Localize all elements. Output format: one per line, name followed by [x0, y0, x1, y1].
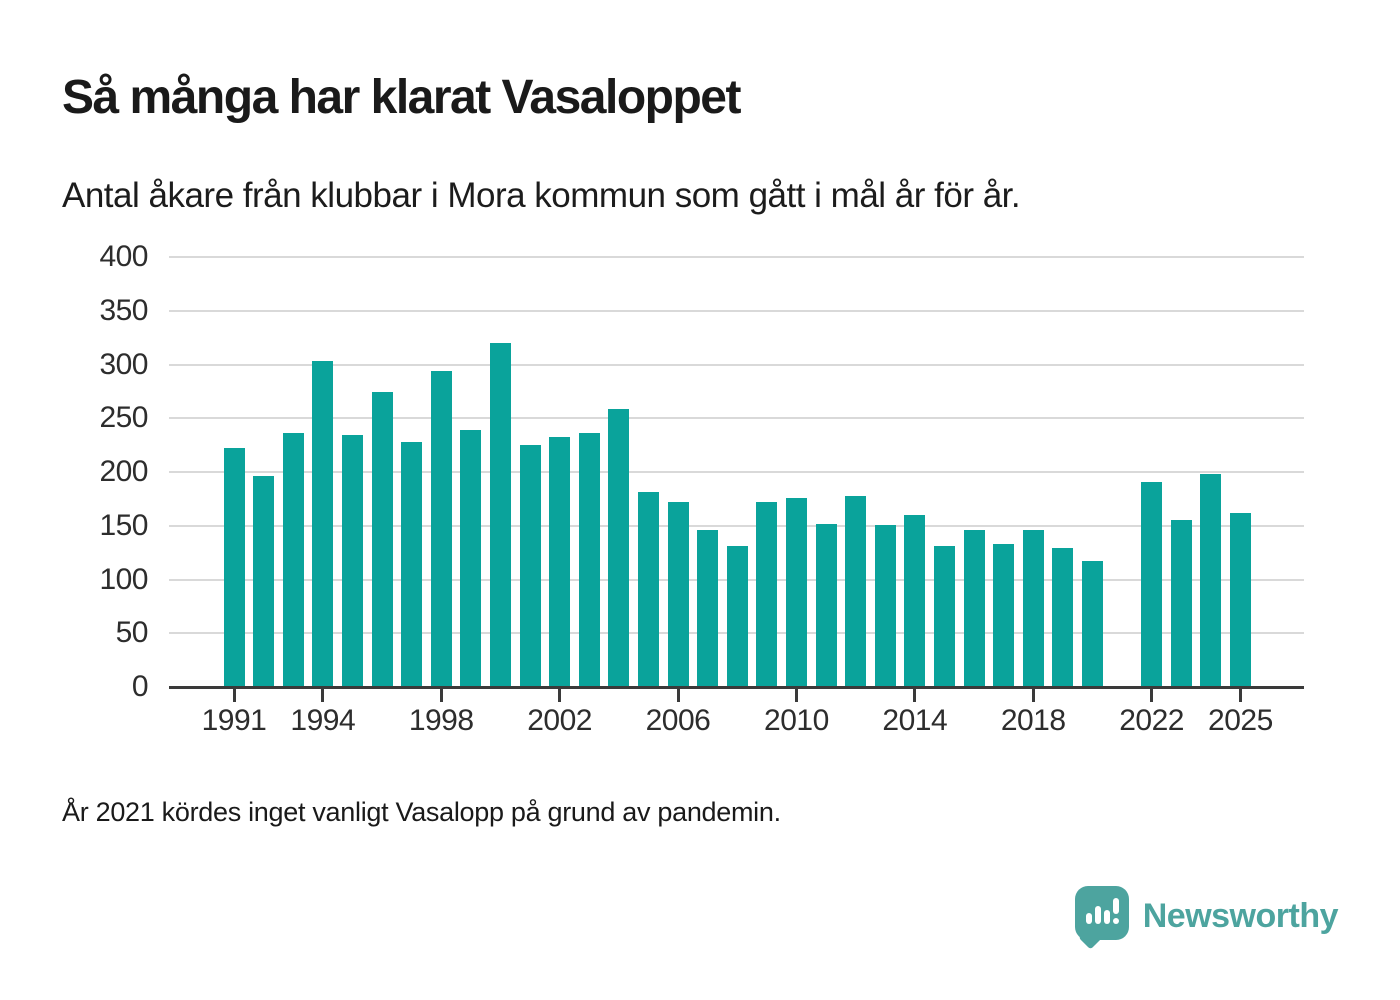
bar-2004: [608, 409, 629, 687]
x-axis-tick-1994: [321, 689, 324, 702]
y-axis-label-400: 400: [99, 240, 148, 273]
x-axis-label-2022: 2022: [1119, 704, 1184, 737]
logo-bar-2: [1095, 906, 1101, 924]
bar-1991: [224, 448, 245, 687]
y-axis-label-50: 50: [115, 616, 148, 650]
bar-2006: [668, 502, 689, 687]
bar-2005: [638, 492, 659, 687]
logo-exclamation-dot: [1113, 918, 1119, 924]
bar-2015: [934, 546, 955, 687]
newsworthy-chart-bubble-icon: [1075, 886, 1129, 946]
bar-2000: [490, 343, 511, 687]
x-axis-tick-2018: [1032, 689, 1035, 702]
y-axis-label-150: 150: [99, 508, 148, 542]
x-axis-tick-2022: [1150, 689, 1153, 702]
y-gridline-200: [169, 471, 1304, 473]
x-axis-label-2002: 2002: [527, 704, 592, 737]
bar-2023: [1171, 520, 1192, 687]
y-axis-label-300: 300: [99, 347, 148, 381]
x-axis-label-2014: 2014: [882, 704, 948, 737]
bar-1992: [253, 476, 274, 687]
logo-bar-3: [1104, 910, 1110, 924]
bar-1996: [372, 392, 393, 687]
chart-footnote: År 2021 kördes inget vanligt Vasalopp på grund av pandemin.: [62, 797, 781, 827]
bar-2025: [1230, 513, 1251, 687]
x-axis-label-1994: 1994: [290, 704, 356, 737]
x-axis-label-2010: 2010: [764, 704, 829, 737]
bar-2003: [579, 433, 600, 687]
x-axis-line: [169, 686, 1304, 689]
bar-1998: [431, 371, 452, 687]
x-axis-label-1991: 1991: [201, 704, 267, 737]
bar-2022: [1141, 482, 1162, 687]
chart-title: Så många har klarat Vasaloppet: [62, 71, 740, 124]
bar-1995: [342, 435, 363, 687]
y-gridline-250: [169, 417, 1304, 419]
newsworthy-wordmark: Newsworthy: [1142, 896, 1338, 935]
y-axis-label-200: 200: [99, 455, 148, 488]
x-axis-label-2025: 2025: [1208, 704, 1273, 737]
bar-2019: [1052, 548, 1073, 687]
y-axis-label-350: 350: [99, 293, 148, 327]
x-axis-tick-2010: [795, 689, 798, 702]
bar-2017: [993, 544, 1014, 687]
y-gridline-350: [169, 310, 1304, 312]
x-axis-tick-1991: [233, 689, 236, 702]
bar-1999: [460, 430, 481, 687]
y-axis-label-250: 250: [99, 401, 148, 435]
x-axis-tick-2002: [558, 689, 561, 702]
logo-bar-1: [1086, 913, 1092, 924]
bar-2018: [1023, 530, 1044, 687]
bar-2007: [697, 530, 718, 687]
logo-exclamation-stem: [1113, 898, 1119, 914]
x-axis-tick-1998: [440, 689, 443, 702]
bar-2009: [756, 502, 777, 687]
bar-2016: [964, 530, 985, 687]
y-axis-label-100: 100: [99, 562, 148, 596]
bar-2024: [1200, 474, 1221, 687]
bar-1994: [312, 361, 333, 687]
bar-2001: [520, 445, 541, 687]
x-axis-tick-2006: [677, 689, 680, 702]
bar-2010: [786, 498, 807, 687]
bar-2013: [875, 525, 896, 687]
y-axis-label-0: 0: [131, 670, 148, 703]
x-axis-tick-2014: [913, 689, 916, 702]
x-axis-tick-2025: [1239, 689, 1242, 702]
bar-2014: [904, 515, 925, 687]
bar-2020: [1082, 561, 1103, 687]
bar-1997: [401, 442, 422, 687]
newsworthy-logo: [1075, 886, 1338, 946]
y-gridline-150: [169, 525, 1304, 527]
bar-2002: [549, 437, 570, 687]
x-axis-label-1998: 1998: [408, 704, 474, 737]
y-gridline-300: [169, 364, 1304, 366]
bar-1993: [283, 433, 304, 687]
bar-2012: [845, 496, 866, 687]
chart-subtitle: Antal åkare från klubbar i Mora kommun som gått i mål år för år.: [62, 176, 1021, 215]
y-gridline-400: [169, 256, 1304, 258]
bar-2011: [816, 524, 837, 687]
bar-2008: [727, 546, 748, 687]
x-axis-label-2018: 2018: [1000, 704, 1066, 737]
x-axis-label-2006: 2006: [645, 704, 711, 737]
mini-bar-chart-exclamation-glyph: [1075, 886, 1129, 940]
